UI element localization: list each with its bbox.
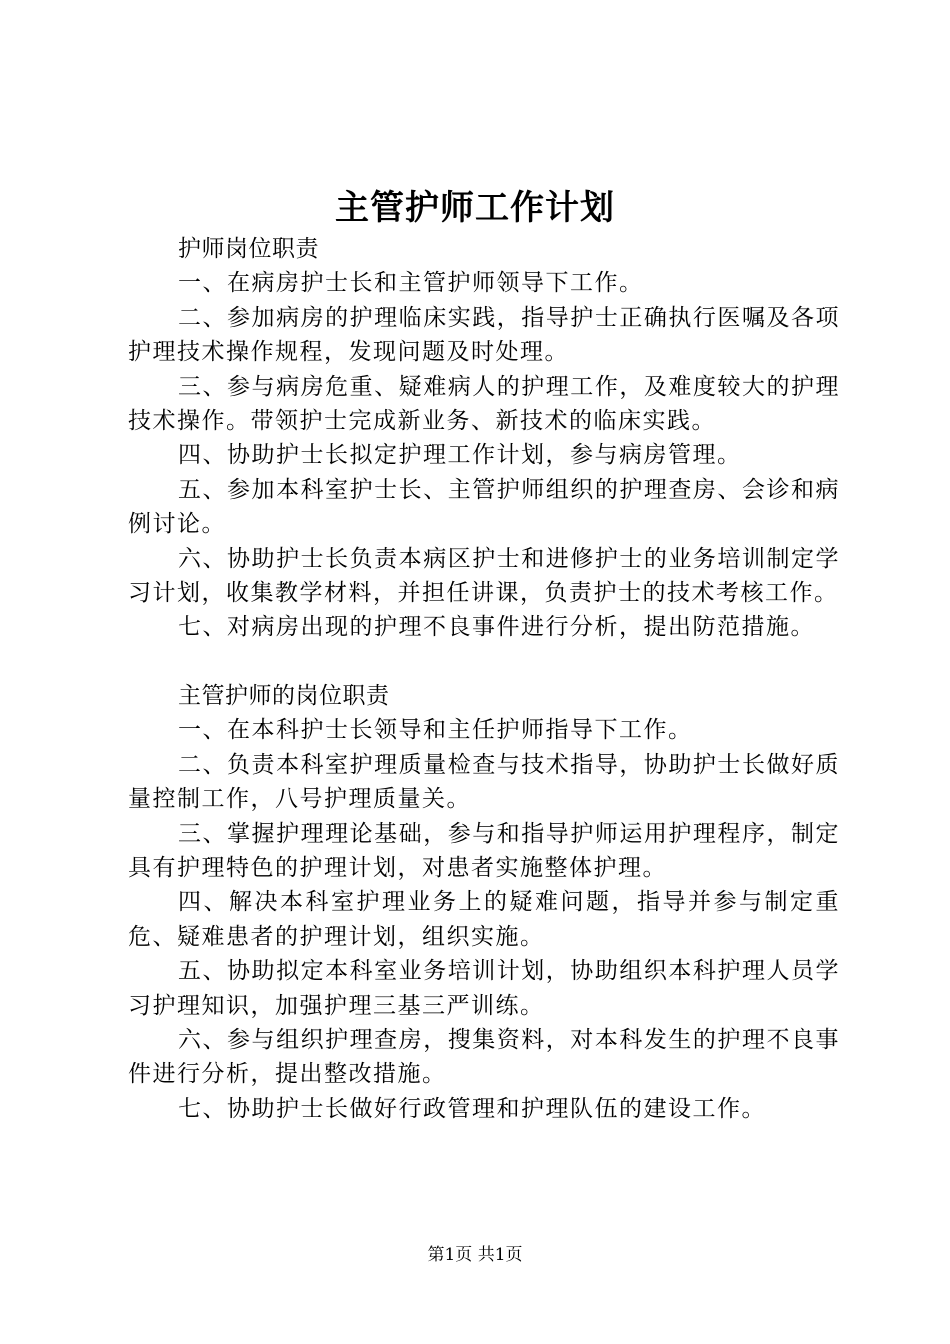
duty-item: 七、协助护士长做好行政管理和护理队伍的建设工作。 — [178, 1095, 766, 1122]
duty-item: 二、参加病房的护理临床实践，指导护士正确执行医嘱及各项护理技术操作规程，发现问题及时处理。 — [128, 304, 840, 366]
section-spacer — [128, 645, 840, 679]
document-title: 主管护师工作计划 — [335, 188, 615, 228]
duty-item: 六、参与组织护理查房，搜集资料，对本科发生的护理不良事件进行分析，提出整改措施。 — [128, 1026, 840, 1088]
page-number-footer: 第1页 共1页 — [427, 1245, 523, 1265]
document-body — [128, 232, 840, 1126]
duty-item: 三、参与病房危重、疑难病人的护理工作，及难度较大的护理技术操作。带领护士完成新业务、新技术的临床实践。 — [128, 373, 840, 435]
duty-item: 一、在病房护士长和主管护师领导下工作。 — [178, 270, 644, 297]
section-heading-nurse: 护师岗位职责 — [178, 236, 319, 262]
duty-item: 七、对病房出现的护理不良事件进行分析，提出防范措施。 — [178, 614, 815, 641]
duty-item: 五、参加本科室护士长、主管护师组织的护理查房、会诊和病例讨论。 — [128, 476, 840, 538]
duty-item: 六、协助护士长负责本病区护士和进修护士的业务培训制定学习计划，收集教学材料，并担任讲课，负责护士的技术考核工作。 — [128, 545, 840, 607]
duty-item: 四、协助护士长拟定护理工作计划，参与病房管理。 — [178, 442, 742, 469]
duty-item: 五、协助拟定本科室业务培训计划，协助组织本科护理人员学习护理知识，加强护理三基三严训练。 — [128, 958, 840, 1019]
duty-item: 四、解决本科室护理业务上的疑难问题，指导并参与制定重危、疑难患者的护理计划，组织实施。 — [128, 889, 840, 950]
duty-item: 三、掌握护理理论基础，参与和指导护师运用护理程序，制定具有护理特色的护理计划，对患者实施整体护理。 — [128, 820, 840, 881]
duty-item: 一、在本科护士长领导和主任护师指导下工作。 — [178, 717, 693, 744]
section-heading-supervisor: 主管护师的岗位职责 — [178, 682, 390, 709]
duty-item: 二、负责本科室护理质量检查与技术指导，协助护士长做好质量控制工作，八号护理质量关。 — [128, 751, 840, 813]
